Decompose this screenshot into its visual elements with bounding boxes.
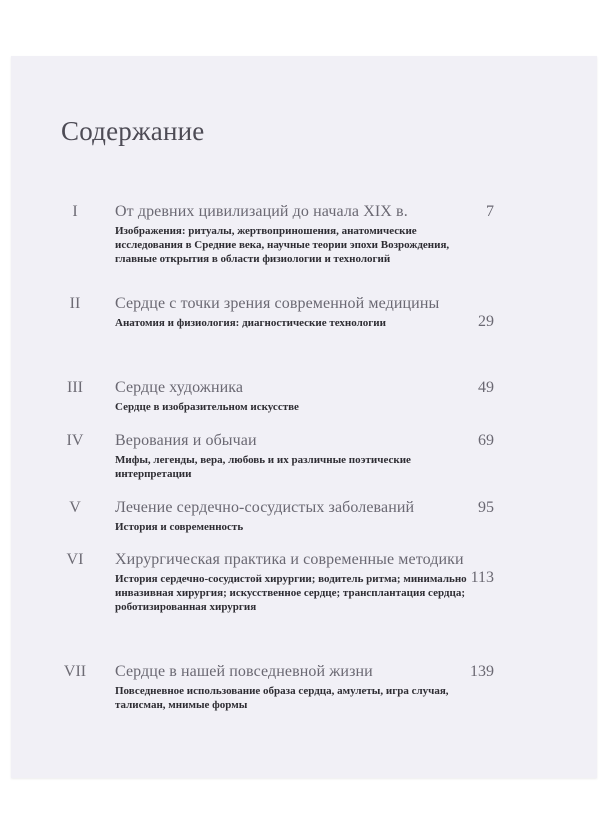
chapter-body [115,662,467,712]
chapter-title: Сердце в нашей повседневной жизни [115,663,373,680]
chapter-title: Хирургическая практика и современные методики [115,551,464,568]
chapter-body [115,202,467,266]
chapter-page-number: 69 [478,432,494,449]
chapter-numeral: IV [66,432,84,449]
chapter-numeral: II [69,295,81,312]
chapter-body [115,498,467,534]
chapter-description: История и современность [115,521,244,533]
chapter-description: История сердечно-сосудистой хирургии; водитель ритма; минимально инвазивная хирургия; искусственное сердце; трансплантация сердца; роботизированная хирургия [115,573,467,613]
chapter-numeral: VI [66,551,84,568]
page-title: Содержание [61,116,205,146]
chapter-page-number: 113 [470,569,494,586]
chapter-body [115,550,467,614]
table-of-contents [11,56,597,778]
chapter-description: Анатомия и физиология: диагностические технологии [115,317,386,329]
chapter-description: Повседневное использование образа сердца, амулеты, игра случая, талисман, мнимые формы [115,685,449,711]
chapter-numeral: V [69,499,81,516]
chapter-description: Сердце в изобразительном искусстве [115,401,299,413]
chapter-numeral: I [72,203,78,220]
chapter-title: Верования и обычаи [115,432,257,449]
book-page [11,56,597,778]
chapter-title: Сердце с точки зрения современной медицины [115,295,440,312]
chapter-body [115,431,467,481]
chapter-numeral: III [67,379,83,396]
chapter-title: Сердце художника [115,379,244,396]
chapter-body [115,378,467,414]
chapter-title: Лечение сердечно-сосудистых заболеваний [115,499,415,516]
chapter-description: Мифы, легенды, вера, любовь и их различные поэтические интерпретации [115,454,411,480]
chapter-page-number: 49 [478,379,494,396]
chapter-description: Изображения: ритуалы, жертвоприношения, анатомические исследования в Средние века, научные теории эпохи Возрождения, главные открытия в области физиологии и технологий [115,225,450,265]
chapter-page-number: 95 [478,499,494,516]
chapter-numeral: VII [63,663,87,680]
chapter-page-number: 139 [470,663,494,680]
chapter-title: От древних цивилизаций до начала XIX в. [115,203,408,220]
chapter-body [115,294,467,330]
chapter-page-number: 7 [486,203,494,220]
chapter-page-number: 29 [478,313,494,330]
